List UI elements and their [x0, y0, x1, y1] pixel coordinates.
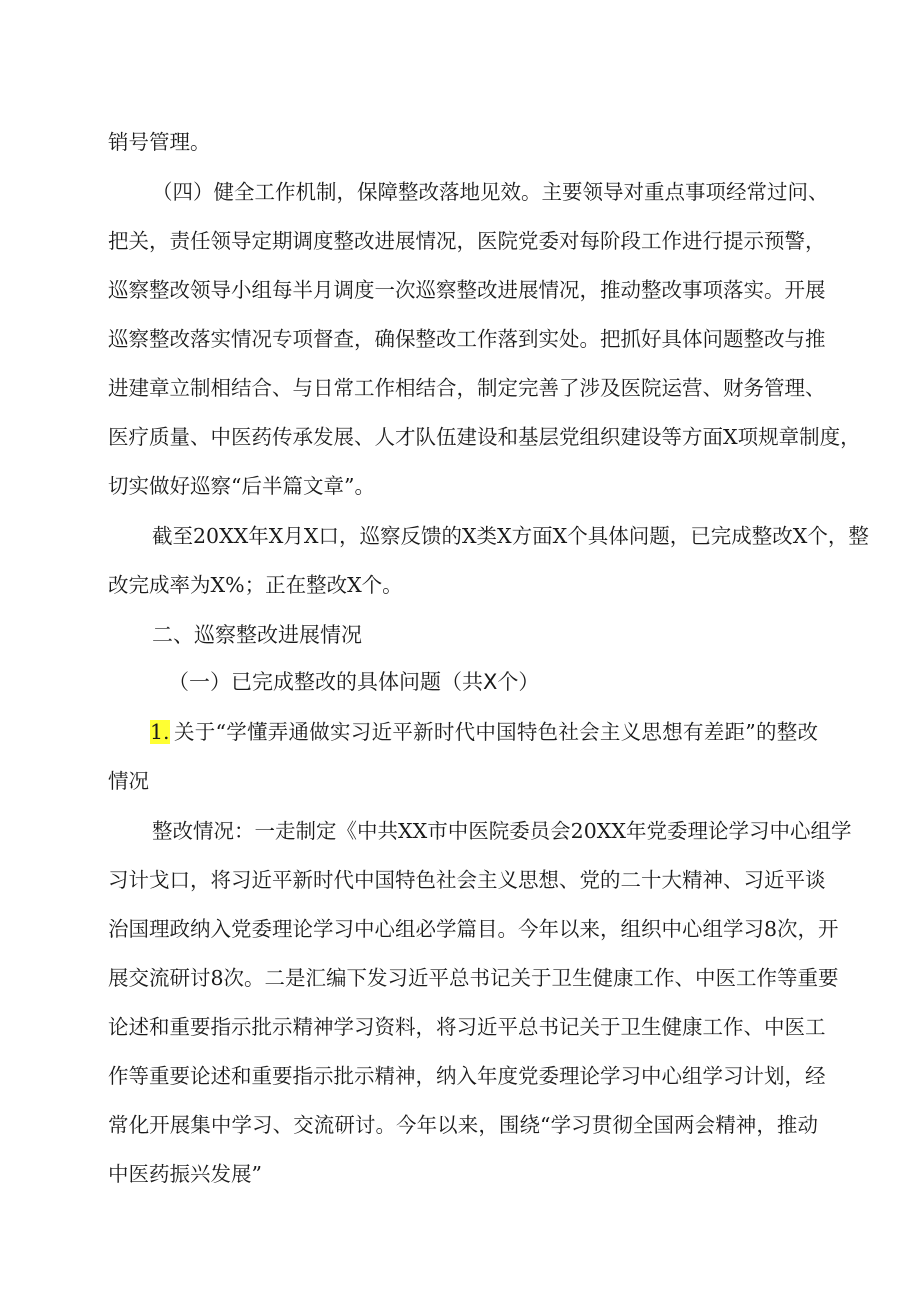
- text-line: 切实做好巡察“后半篇文章”。: [108, 474, 375, 498]
- subsection-heading: （一）已完成整改的具体问题（共X个）: [168, 670, 540, 694]
- text-line: 巡察整改落实情况专项督查，确保整改工作落到实处。把抓好具体问题整改与推: [108, 327, 826, 351]
- text-line: 中医药振兴发展”: [108, 1162, 262, 1186]
- section-heading: 二、巡察整改进展情况: [152, 623, 362, 647]
- text-line: 习计戈口，将习近平新时代中国特色社会主义思想、党的二十大精神、习近平谈: [108, 868, 826, 892]
- text-line: 把关，责任领导定期调度整改进展情况，医院党委对每阶段工作进行提示预警，: [108, 229, 826, 253]
- text-line: 治国理政纳入党委理论学习中心组必学篇目。今年以来，组织中心组学习8次，开: [108, 917, 839, 941]
- text-line: 销号管理。: [108, 130, 211, 154]
- item-number: [150, 717, 174, 747]
- item-title: 关于“学懂弄通做实习近平新时代中国特色社会主义思想有差距”的整改: [174, 720, 818, 744]
- text-line: （四）健全工作机制，保障整改落地见效。主要领导对重点事项经常过问、: [152, 180, 829, 204]
- item-title-continued: 情况: [108, 769, 149, 793]
- item-number-highlight: 1.: [150, 720, 170, 744]
- text-line: 整改情况：一走制定《中共XX市中医院委员会20XX年党委理论学习中心组学: [152, 819, 852, 843]
- text-line: 进建章立制相结合、与日常工作相结合，制定完善了涉及医院运营、财务管理、: [108, 376, 826, 400]
- text-line: 论述和重要指示批示精神学习资料，将习近平总书记关于卫生健康工作、中医工: [108, 1015, 826, 1039]
- text-line: 作等重要论述和重要指示批示精神，纳入年度党委理论学习中心组学习计划，经: [108, 1064, 826, 1088]
- text-line: 巡察整改领导小组每半月调度一次巡察整改进展情况，推动整改事项落实。开展: [108, 278, 826, 302]
- text-line: 展交流研讨8次。二是汇编下发习近平总书记关于卫生健康工作、中医工作等重要: [108, 966, 839, 990]
- text-line: 常化开展集中学习、交流研讨。今年以来，围绕“学习贯彻全国两会精神，推动: [108, 1113, 818, 1137]
- text-line: 改完成率为X%；正在整改X个。: [108, 573, 403, 597]
- text-line: 医疗质量、中医药传承发展、人才队伍建设和基层党组织建设等方面X项规章制度，: [108, 425, 861, 449]
- text-line: 截至20XX年X月X口，巡察反馈的X类X方面X个具体问题，已完成整改X个，整: [152, 524, 869, 548]
